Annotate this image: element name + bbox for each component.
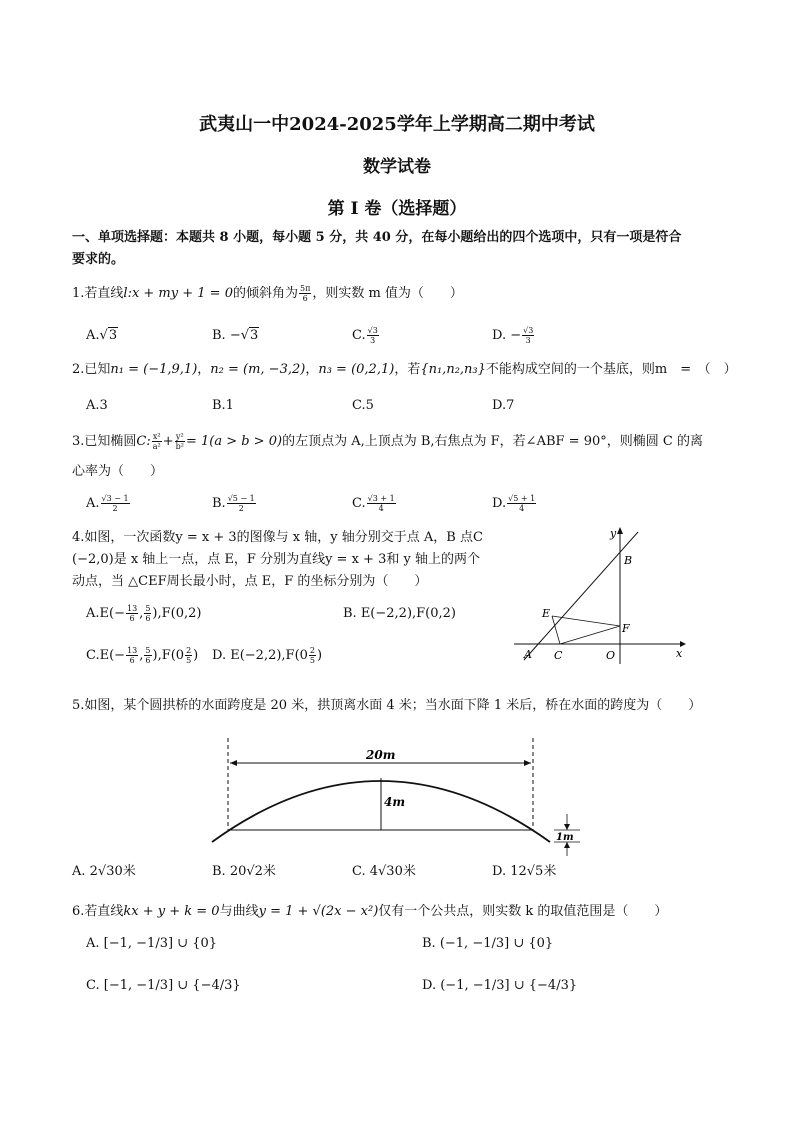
q6-option-d[interactable]: D. (−1, −1/3] ∪ {−4/3} [422, 978, 578, 993]
question-1: 1.若直线l:x + my + 1 = 0的倾斜角为 $\frac{5\pi}{6}$ ，则实数 m 值为（ ） [72, 284, 463, 303]
q3-option-a[interactable]: A. $\frac{√3 - 1}{2}$ [86, 494, 129, 513]
subject-title: 数学试卷 [363, 157, 431, 177]
q5-option-b[interactable]: B. 20√2米 [212, 864, 276, 879]
q4-option-c[interactable]: C.E(− $\frac{13}{6}$ , $\frac{5}{6}$ ),F(0 $\frac{2}{5}$ ) [86, 646, 199, 665]
q6-option-b[interactable]: B. (−1, −1/3] ∪ {0} [422, 936, 554, 951]
q2-option-a[interactable]: A.3 [86, 398, 108, 413]
label-C: C [554, 649, 563, 662]
q2-option-b[interactable]: B.1 [212, 398, 234, 413]
q4-option-d[interactable]: D. E(−2,2),F(0 $\frac{2}{5}$ ) [212, 646, 323, 665]
label-E: E [542, 607, 551, 620]
q2-option-c[interactable]: C.5 [352, 398, 374, 413]
height-label: 4m [384, 795, 406, 809]
q1-option-a[interactable]: A.√3 [86, 328, 118, 343]
q2-option-d[interactable]: D.7 [492, 398, 515, 413]
question-3-line1: 3.已知椭圆C: $\frac{\text{x²}}{\text{a²}}$ + $\frac{\text{y²}}{\text{b²}}$ = 1(a > b > 0)的左顶点为 A,上顶点为 B,右焦点为 F，若∠ABF = 90°，则椭圆 C 的离 [72, 432, 703, 451]
q4-option-b[interactable]: B. E(−2,2),F(0,2) [343, 606, 456, 621]
question-3-line2: 心率为（ ） [72, 464, 164, 479]
q4-option-a[interactable]: A.E(− $\frac{13}{6}$ , $\frac{5}{6}$ ),F(0,2) [86, 604, 202, 623]
question-6: 6.若直线kx + y + k = 0与曲线y = 1 + √(2x − x²)仅有一个公共点，则实数 k 的取值范围是（ ） [72, 904, 668, 919]
label-A: A [524, 648, 532, 661]
q5-option-d[interactable]: D. 12√5米 [492, 864, 557, 879]
label-B: B [624, 554, 633, 567]
question-4-line2: (−2,0)是 x 轴上一点，点 E，F 分别为直线y = x + 3和 y 轴上的两个 [72, 552, 480, 567]
q4-figure [508, 522, 688, 667]
q1-option-d[interactable]: D. − $\frac{√3}{3}$ [492, 326, 534, 345]
q3-option-c[interactable]: C. $\frac{√3 + 1}{4}$ [352, 494, 395, 513]
label-y: y [610, 527, 617, 540]
q1-option-c[interactable]: C. $\frac{√3}{3}$ [352, 326, 378, 345]
question-5: 5.如图，某个圆拱桥的水面跨度是 20 米，拱顶离水面 4 米；当水面下降 1 米后，桥在水面的跨度为（ ） [72, 698, 702, 713]
label-F: F [622, 622, 630, 635]
drop-label: 1m [556, 832, 574, 843]
span-label: 20m [366, 748, 396, 762]
q6-option-c[interactable]: C. [−1, −1/3] ∪ {−4/3} [86, 978, 241, 993]
label-x: x [676, 647, 683, 660]
section-heading-line2: 要求的。 [72, 252, 125, 267]
q5-option-c[interactable]: C. 4√30米 [352, 864, 416, 879]
q3-option-d[interactable]: D. $\frac{√5 + 1}{4}$ [492, 494, 536, 513]
q6-option-a[interactable]: A. [−1, −1/3] ∪ {0} [86, 936, 218, 951]
part-title: 第 I 卷（选择题） [327, 199, 467, 219]
q5-option-a[interactable]: A. 2√30米 [72, 864, 136, 879]
q5-bridge-figure [200, 730, 595, 862]
question-4-line3: 动点，当 △CEF周长最小时，点 E，F 的坐标分别为（ ） [72, 574, 428, 589]
q3-option-b[interactable]: B. $\frac{√5 - 1}{2}$ [212, 494, 255, 513]
q1-option-b[interactable]: B. −√3 [212, 328, 259, 343]
question-4-line1: 4.如图，一次函数y = x + 3的图像与 x 轴，y 轴分别交于点 A，B 点C [72, 530, 483, 545]
question-2: 2.已知n₁ = (−1,9,1)，n₂ = (m, −3,2)，n₃ = (0,2,1)，若{n₁,n₂,n₃}不能构成空间的一个基底，则m = （ ） [72, 362, 737, 377]
section-heading-line1: 一、单项选择题：本题共 8 小题，每小题 5 分，共 40 分，在每小题给出的四个选项中，只有一项是符合 [72, 230, 682, 245]
exam-title: 武夷山一中2024-2025学年上学期高二期中考试 [199, 114, 595, 135]
label-O: O [606, 649, 616, 662]
